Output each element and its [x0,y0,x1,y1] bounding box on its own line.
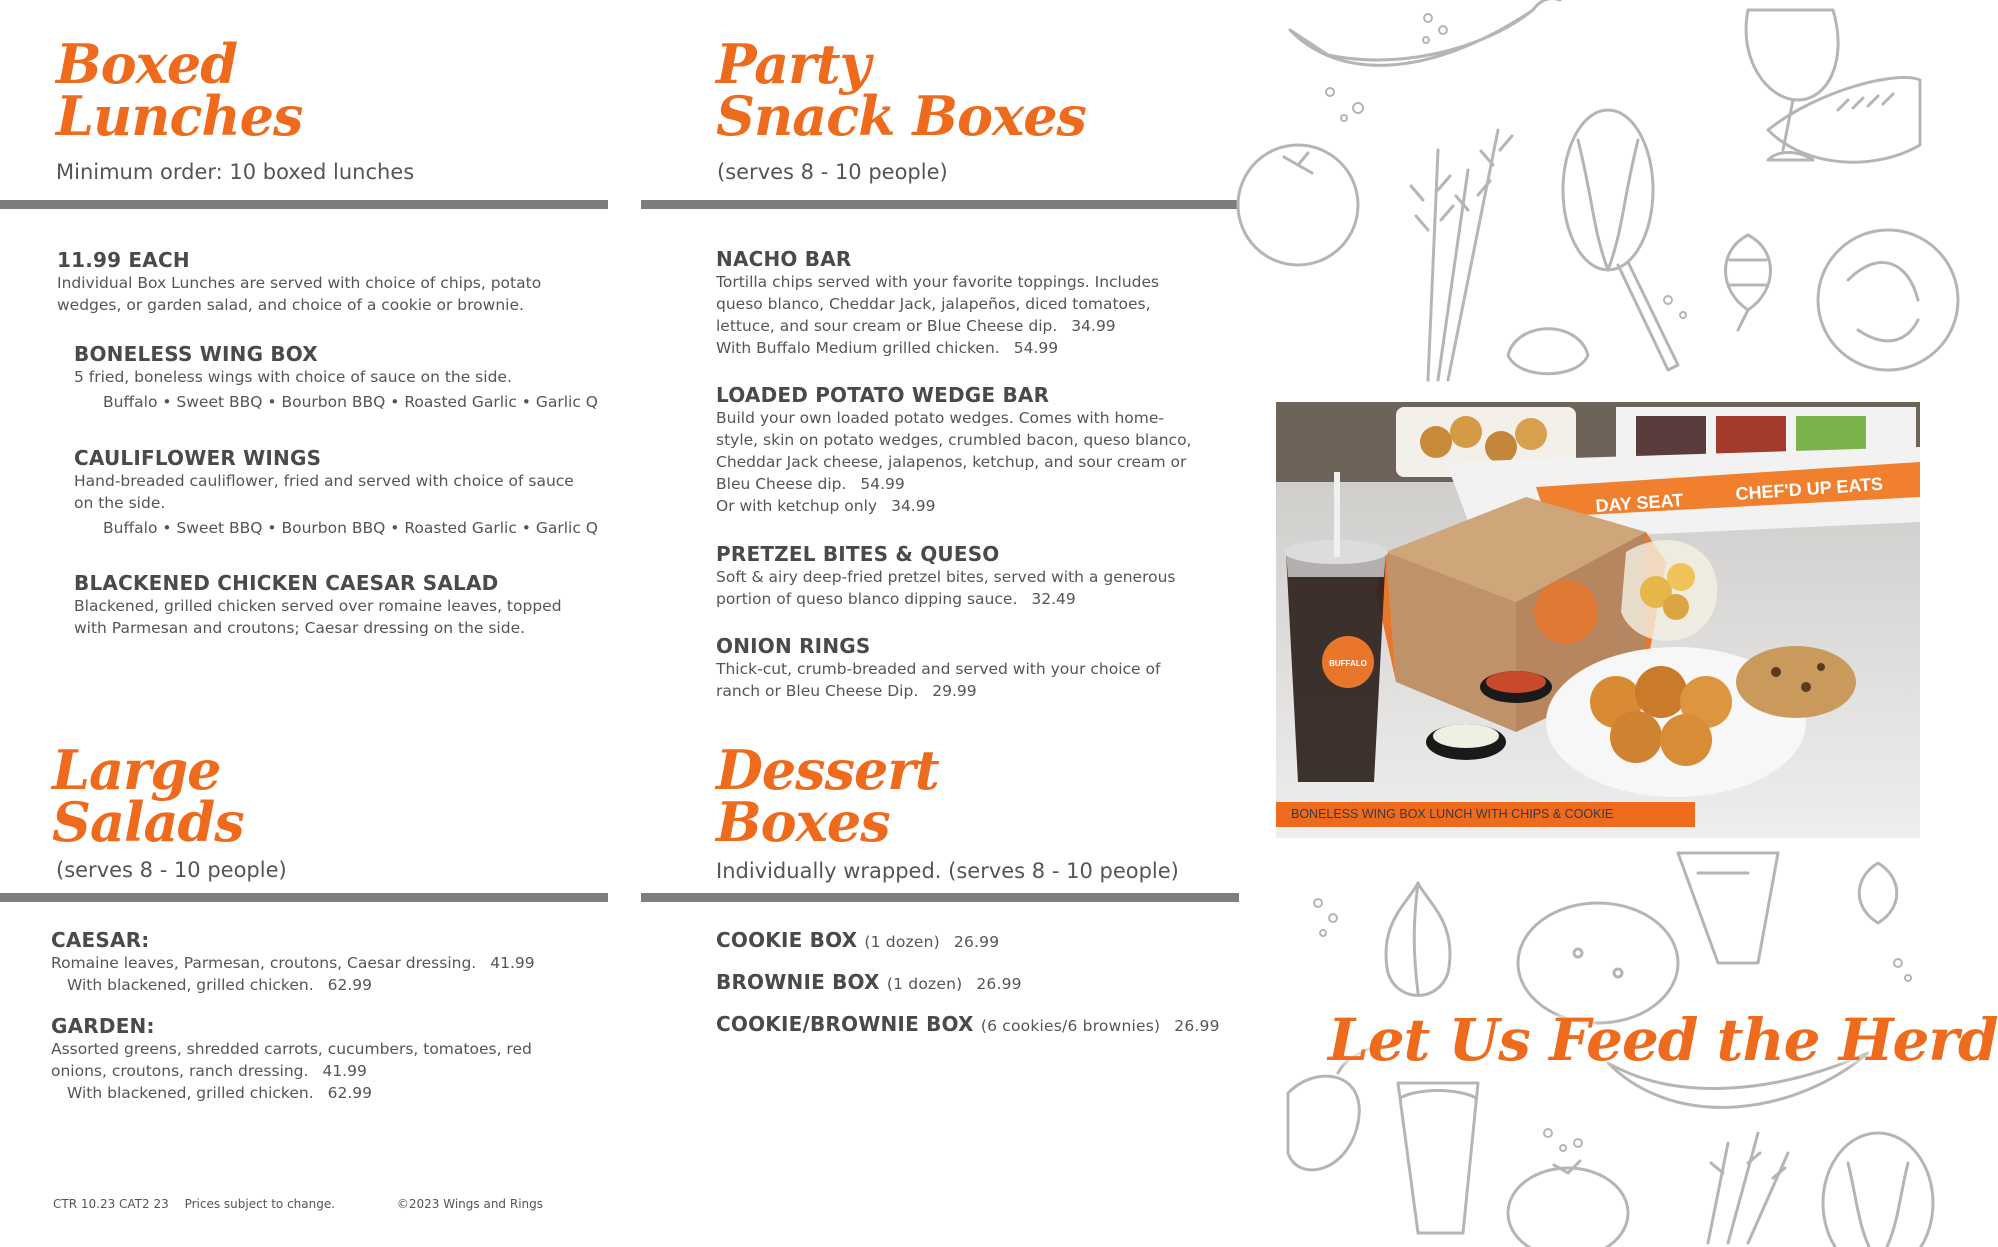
potato-icon [1518,903,1678,1023]
beer-glass-icon [1398,1083,1478,1233]
tomato-icon [1508,1161,1628,1247]
banner-text: CHEF'D UP EATS [1734,473,1884,504]
price: 34.99 [891,497,936,515]
garlic-icon [1508,329,1588,374]
photo-caption: BONELESS WING BOX LUNCH WITH CHIPS & COOKIE [1291,807,1614,821]
menu-item-title [716,1012,1220,1036]
onion-icon [1563,110,1678,370]
menu-item-title [716,928,999,952]
section-divider [0,893,608,902]
menu-item-description: Blackened, grilled chicken served over romaine leaves, topped with Parmesan and croutons; Caesar dressing on the side. [74,597,562,637]
description-text: Assorted greens, shredded carrots, cucumbers, tomatoes, red onions, croutons, ranch dressing. [51,1040,532,1080]
menu-item-description [51,952,551,996]
menu-item-description [716,566,1186,610]
quantity: (1 dozen) [886,975,963,993]
cookie [1736,646,1856,718]
price: 26.99 [1174,1017,1220,1035]
sauce-options: Buffalo • Sweet BBQ • Bourbon BBQ • Roasted Garlic • Garlic Q [103,393,598,411]
boxed-intro: Individual Box Lunches are served with choice of chips, potato wedges, or garden salad, and choice of a cookie or brownie. [57,274,542,314]
menu-item-title: GARDEN: [51,1014,155,1038]
boxed-price-heading: 11.99 EACH [57,248,190,272]
quantity: (6 cookies/6 brownies) [980,1017,1161,1035]
title-line: Snack Boxes [716,84,1086,148]
price: 26.99 [976,975,1022,993]
tagline: Let Us Feed the Herd [1328,1006,1998,1074]
price: 32.49 [1031,590,1076,608]
description-text: Romaine leaves, Parmesan, croutons, Caesar dressing. [51,954,477,972]
section-divider [641,893,1239,902]
price: 62.99 [327,1084,372,1102]
section-divider [0,200,608,209]
food-sketch-illustration-bottom [1278,843,1998,1243]
hops-icon [1859,863,1897,923]
salads-subtitle: (serves 8 - 10 people) [56,858,287,882]
item-name: COOKIE BOX [716,928,858,952]
description-text: Tortilla chips served with your favorite toppings. Includes queso blanco, Cheddar Jack, jalapeños, diced tomatoes, lettuce, and sour cream or Blue Cheese dip. [716,273,1160,335]
section-divider [641,200,1239,209]
menu-item-title: NACHO BAR [716,247,852,271]
footer [53,1197,543,1211]
onion-icon [1823,1133,1933,1247]
menu-item-description [51,1038,541,1104]
extra-option: With blackened, grilled chicken. [67,976,314,994]
boxed-lunch-photo [1276,402,1920,838]
title-line: Salads [52,790,244,854]
large-salads-title [52,738,244,854]
cabbage-icon [1818,230,1958,370]
description-text: Soft & airy deep-fried pretzel bites, served with a generous portion of queso blanco dipping sauce. [716,568,1176,608]
price-notice: Prices subject to change. [184,1197,336,1211]
item-name: BROWNIE BOX [716,970,880,994]
menu-item-title: CAULIFLOWER WINGS [74,446,322,470]
quantity: (1 dozen) [864,933,940,951]
menu-item-description [716,658,1186,702]
menu-item-title: LOADED POTATO WEDGE BAR [716,383,1050,407]
garlic-icon [1386,883,1450,996]
price: 26.99 [953,933,1000,951]
catalog-code: CTR 10.23 CAT2 23 [53,1197,169,1211]
wheat-icon [1708,1133,1788,1243]
boxed-lunches-title [56,32,303,148]
beer-glass-icon [1678,853,1778,963]
price: 41.99 [322,1062,367,1080]
price: 34.99 [1071,317,1116,335]
extra-option: Or with ketchup only [716,497,878,515]
menu-item-description [716,271,1206,359]
photo-caption-bar [1276,802,1695,827]
menu-item-title: BONELESS WING BOX [74,342,318,366]
chips-bag [1621,540,1717,641]
price: 29.99 [932,682,977,700]
menu-item-title: CAESAR: [51,928,150,952]
menu-item-title: ONION RINGS [716,634,871,658]
party-snack-boxes-title [716,32,1086,148]
boxed-subtitle: Minimum order: 10 boxed lunches [56,160,415,184]
title-line: Boxes [716,790,890,854]
menu-item-description [716,407,1206,517]
beer-glass-icon [1746,10,1838,160]
menu-item-title: BLACKENED CHICKEN CAESAR SALAD [74,571,499,595]
extra-option: With blackened, grilled chicken. [67,1084,314,1102]
title-line: Dessert [716,738,939,802]
menu-item-description: 5 fried, boneless wings with choice of sauce on the side. [74,368,512,386]
copyright: ©2023 Wings and Rings [396,1197,544,1211]
cup-logo-text: BUFFALO [1329,659,1367,668]
food-sketch-illustration-top [1278,0,1920,395]
wheat-icon [1411,130,1512,380]
extra-option: With Buffalo Medium grilled chicken. [716,339,1000,357]
menu-item-title [716,970,1022,994]
party-subtitle: (serves 8 - 10 people) [717,160,948,184]
menu-item-title: PRETZEL BITES & QUESO [716,542,1000,566]
price: 41.99 [490,954,535,972]
menu-item-description: Hand-breaded cauliflower, fried and served with choice of sauce on the side. [74,472,574,512]
title-line: Large [52,738,221,802]
hops-icon [1726,235,1771,330]
banner-text: DAY SEAT [1594,489,1684,516]
price: 54.99 [860,475,905,493]
title-line: Party [716,32,870,96]
pepper-icon [1290,0,1560,65]
price: 54.99 [1013,339,1059,357]
description-text: Build your own loaded potato wedges. Comes with home-style, skin on potato wedges, crumbled bacon, queso blanco, Cheddar Jack cheese, jalapenos, ketchup, and sour cream or Bleu Cheese dip. [716,409,1192,493]
sauce-options: Buffalo • Sweet BBQ • Bourbon BBQ • Roasted Garlic • Garlic Q [103,519,598,537]
tomato-icon [1238,145,1358,265]
dessert-subtitle: Individually wrapped. (serves 8 - 10 people) [716,859,1179,883]
price: 62.99 [327,976,372,994]
dessert-boxes-title [716,738,939,854]
football-icon [1768,77,1920,162]
title-line: Lunches [56,84,303,148]
description-text: Thick-cut, crumb-breaded and served with your choice of ranch or Bleu Cheese Dip. [716,660,1161,700]
title-line: Boxed [56,32,237,96]
item-name: COOKIE/BROWNIE BOX [716,1012,974,1036]
